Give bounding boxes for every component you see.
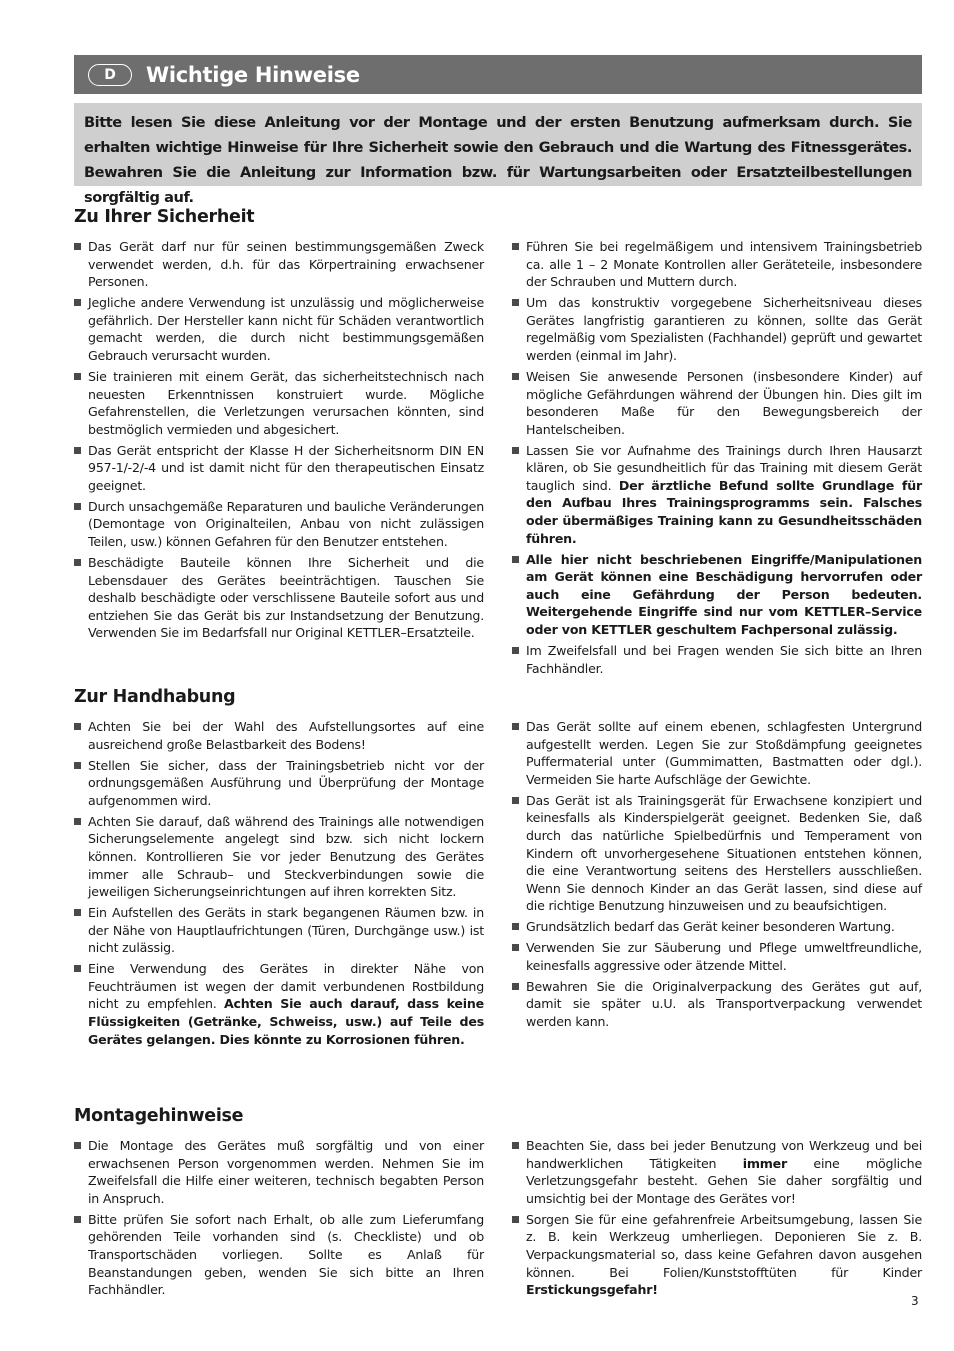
item-bold-text: Achten Sie auch darauf, dass keine Flüssigkeiten (Getränke, Schweiss, usw.) auf Teile des Gerätes gelangen. Dies könnte zu Korrosionen führen. bbox=[88, 996, 484, 1047]
list-item bbox=[74, 368, 484, 438]
list-item bbox=[512, 718, 922, 788]
list-item bbox=[74, 498, 484, 551]
list-item bbox=[512, 442, 922, 548]
item-text: Bewahren Sie die Originalverpackung des Gerätes gut auf, damit sie später u.U. als Transportverpackung verwendet werden kann. bbox=[526, 978, 922, 1030]
list-item bbox=[512, 978, 922, 1031]
handhabung-left-column bbox=[74, 718, 484, 1052]
item-text: Ein Aufstellen des Geräts in stark begangenen Räumen bzw. in der Nähe von Hauptlaufrichtungen (Türen, Durchgänge usw.) ist nicht zulässig. bbox=[88, 905, 484, 956]
intro-box: Bitte lesen Sie diese Anleitung vor der Montage und der ersten Benutzung aufmerksam durch. Sie erhalten wichtige Hinweise für Ihre Sicherheit sowie den Gebrauch und die Wartung des Fitnessgerätes. Bewahren Sie die Anleitung zur Information bzw. für Wartungsarbeiten oder Ersatzteilbestellungen sorgfältig auf. bbox=[74, 103, 922, 186]
language-badge: D bbox=[88, 64, 132, 86]
list-item bbox=[512, 642, 922, 677]
list-item bbox=[512, 939, 922, 974]
item-bold-text: immer bbox=[742, 1155, 788, 1171]
item-bold-text: Der ärztliche Befund sollte Grundlage für den Aufbau Ihres Trainingsprogramms sein. Falsches oder übermäßiges Training kann zu Gesundheitsschäden führen. bbox=[526, 477, 922, 546]
item-tail-text: eine mögliche Verletzungsgefahr besteht. Gehen Sie daher sorgfältig und umsichtig bei der Montage des Gerätes vor! bbox=[526, 1155, 922, 1206]
item-text: Eine Verwendung des Gerätes in direkter Nähe von Feuchträumen ist wegen der damit verbundenen Rostbildung nicht zu empfehlen. bbox=[88, 961, 484, 1012]
item-text: Die Montage des Gerätes muß sorgfältig und von einer erwachsenen Person vorgenommen werden. Nehmen Sie im Zweifelsfall die Hilfe einer weiteren, technisch begabten Person in Anspruch. bbox=[88, 1138, 484, 1206]
list-item bbox=[512, 238, 922, 291]
montage-left-column bbox=[74, 1137, 484, 1302]
list-item bbox=[74, 1137, 484, 1207]
item-text: Achten Sie darauf, daß während des Trainings alle notwendigen Sicherungselemente angelegt sind bzw. sich nicht lockern können. Kontrollieren Sie vor jeder Benutzung des Gerätes immer alle Schraub– und Steckverbindungen sowie die jeweiligen Sicherungseinrichtungen auf ihren korrekten Sitz. bbox=[88, 813, 484, 900]
item-bold-text: Alle hier nicht beschriebenen Eingriffe/Manipulationen am Gerät können eine Beschädigung hervorrufen oder auch eine Gefährdung der Person bedeuten. Weitergehende Eingriffe sind nur vom KETTLER–Service oder von KETTLER geschultem Fachpersonal zulässig. bbox=[526, 551, 922, 638]
sicherheit-left-column bbox=[74, 238, 484, 645]
list-item bbox=[74, 813, 484, 901]
list-item bbox=[512, 294, 922, 364]
list-item bbox=[512, 918, 922, 936]
item-text: Im Zweifelsfall und bei Fragen wenden Sie sich bitte an Ihren Fachhändler. bbox=[526, 643, 922, 676]
page-title: Wichtige Hinweise bbox=[146, 62, 360, 87]
handhabung-right-column bbox=[512, 718, 922, 1034]
list-item bbox=[512, 368, 922, 438]
item-text: Lassen Sie vor Aufnahme des Trainings durch Ihren Hausarzt klären, ob Sie gesundheitlich für das Training mit diesem Gerät tauglich sind. bbox=[526, 442, 922, 493]
item-text: Beschädigte Bauteile können Ihre Sicherheit und die Lebensdauer des Gerätes beeinträchtigen. Tauschen Sie deshalb beschädigte oder verschlissene Bauteile sofort aus und entziehen Sie das Gerät bis zur Instandsetzung der Benutzung. Verwenden Sie im Bedarfsfall nur Original KETTLER–Ersatzteile. bbox=[88, 555, 484, 641]
list-item bbox=[512, 1137, 922, 1207]
item-text: Weisen Sie anwesende Personen (insbesondere Kinder) auf mögliche Gefährdungen während der Übungen hin. Dies gilt im besonderen Maße für den Bewegungsbereich der Hantelscheiben. bbox=[526, 368, 922, 437]
item-text: Jegliche andere Verwendung ist unzulässig und möglicherweise gefährlich. Der Hersteller kann nicht für Schäden verantwortlich gemacht werden, die durch nicht bestimmungsgemäßen Gebrauch verursacht wurden. bbox=[88, 295, 484, 363]
item-bold-text: Erstickungsgefahr! bbox=[526, 1282, 658, 1298]
item-text: Das Gerät entspricht der Klasse H der Sicherheitsnorm DIN EN 957-1/-2/-4 und ist damit nicht für den therapeutischen Einsatz geeignet. bbox=[88, 442, 484, 493]
list-item bbox=[512, 551, 922, 639]
item-text: Verwenden Sie zur Säuberung und Pflege umweltfreundliche, keinesfalls aggressive oder ätzende Mittel. bbox=[526, 940, 922, 973]
item-text: Achten Sie bei der Wahl des Aufstellungsortes auf eine ausreichend große Belastbarkeit des Bodens! bbox=[88, 719, 484, 752]
page-number: 3 bbox=[911, 1294, 919, 1308]
section-title-handhabung: Zur Handhabung bbox=[74, 687, 236, 707]
list-item bbox=[74, 442, 484, 495]
montage-right-column bbox=[512, 1137, 922, 1302]
list-item bbox=[74, 238, 484, 291]
item-text: Beachten Sie, dass bei jeder Benutzung von Werkzeug und bei handwerklichen Tätigkeiten bbox=[526, 1138, 922, 1171]
list-item bbox=[74, 554, 484, 642]
section-title-sicherheit: Zu Ihrer Sicherheit bbox=[74, 207, 255, 227]
list-item bbox=[74, 904, 484, 957]
item-text: Sorgen Sie für eine gefahrenfreie Arbeitsumgebung, lassen Sie z. B. kein Werkzeug umherliegen. Deponieren Sie z. B. Verpackungsmaterial so, dass keine Gefahren davon ausgehen können. Bei Folien/Kunststofftüten für Kinder bbox=[526, 1211, 922, 1280]
list-item bbox=[512, 792, 922, 915]
item-text: Das Gerät darf nur für seinen bestimmungsgemäßen Zweck verwendet werden, d.h. für das Körpertraining erwachsener Personen. bbox=[88, 239, 484, 290]
list-item bbox=[74, 960, 484, 1048]
item-text: Das Gerät sollte auf einem ebenen, schlagfesten Untergrund aufgestellt werden. Legen Sie zur Stoßdämpfung geeignetes Puffermaterial unter (Gummimatten, Bastmatten oder dgl.). Vermeiden Sie harte Aufschläge der Gewichte. bbox=[526, 719, 922, 787]
header-bar bbox=[74, 55, 922, 94]
item-text: Stellen Sie sicher, dass der Trainingsbetrieb nicht vor der ordnungsgemäßen Ausführung und Überprüfung der Montage aufgenommen wird. bbox=[88, 757, 484, 808]
sicherheit-right-column bbox=[512, 238, 922, 681]
item-text: Um das konstruktiv vorgegebene Sicherheitsniveau dieses Gerätes langfristig garantieren zu können, sollte das Gerät regelmäßig vom Spezialisten (Fachhandel) geprüft und gewartet werden (einmal im Jahr). bbox=[526, 295, 922, 363]
item-text: Sie trainieren mit einem Gerät, das sicherheitstechnisch nach neuesten Erkenntnissen konstruiert wurde. Mögliche Gefahrenstellen, die Verletzungen verursachen könnten, sind bestmöglich vermieden und abgesichert. bbox=[88, 368, 484, 437]
item-text: Grundsätzlich bedarf das Gerät keiner besonderen Wartung. bbox=[526, 919, 895, 935]
list-item bbox=[74, 294, 484, 364]
list-item bbox=[74, 1211, 484, 1299]
section-title-montage: Montagehinweise bbox=[74, 1106, 244, 1126]
item-text: Bitte prüfen Sie sofort nach Erhalt, ob alle zum Lieferumfang gehörenden Teile vorhanden sind (s. Checkliste) und ob Transportschäden vorliegen. Sollte es Anlaß für Beanstandungen geben, wenden Sie sich bitte an Ihren Fachhändler. bbox=[88, 1211, 484, 1298]
item-text: Das Gerät ist als Trainingsgerät für Erwachsene konzipiert und keinesfalls als Kinderspielgerät geeignet. Bedenken Sie, daß durch das natürliche Spielbedürfnis und Temperament von Kindern oft unvorhergesehene Situationen entstehen können, die eine Verantwortung seitens des Herstellers ausschließen. Wenn Sie dennoch Kinder an das Gerät lassen, sind diese auf die richtige Benutzung hinzuweisen und zu beaufsichtigen. bbox=[526, 792, 922, 914]
list-item bbox=[74, 718, 484, 753]
item-text: Führen Sie bei regelmäßigem und intensivem Trainingsbetrieb ca. alle 1 – 2 Monate Kontrollen aller Geräteteile, insbesondere der Schrauben und Muttern durch. bbox=[526, 239, 922, 290]
item-text: Durch unsachgemäße Reparaturen und bauliche Veränderungen (Demontage von Originalteilen, Anbau von nicht zulässigen Teilen, usw.) können Gefahren für den Benutzer entstehen. bbox=[88, 498, 484, 550]
list-item bbox=[74, 757, 484, 810]
list-item bbox=[512, 1211, 922, 1299]
